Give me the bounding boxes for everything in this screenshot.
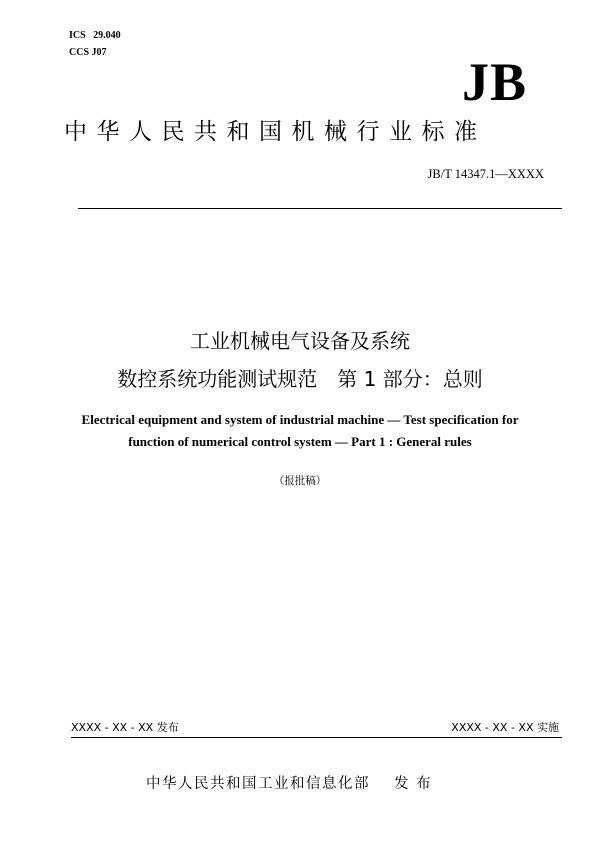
title-zh-line-2: 数控系统功能测试规范 第 1 部分：总则 <box>117 367 483 391</box>
ics-code: ICS 29.040 <box>69 30 121 41</box>
standard-number: JB/T 14347.1—XXXX <box>427 167 544 181</box>
implement-date: XXXX - XX - XX 实施 <box>451 721 559 734</box>
title-en-line-2: function of numerical control system — Part 1 : General rules <box>128 434 472 449</box>
draft-status: （报批稿） <box>273 475 327 487</box>
title-zh-line-1: 工业机械电气设备及系统 <box>190 329 410 353</box>
issuer-name: 中华人民共和国工业和信息化部 <box>146 776 370 792</box>
issuing-authority <box>146 775 432 793</box>
footer-divider <box>71 737 562 738</box>
issuer-action: 发 布 <box>394 776 433 792</box>
title-en-line-1: Electrical equipment and system of industrial machine — Test specification for <box>81 412 519 427</box>
jb-logo: JB <box>461 52 527 112</box>
header-divider <box>78 208 562 209</box>
ccs-code: CCS J07 <box>69 47 107 58</box>
publish-date: XXXX - XX - XX 发布 <box>71 721 179 734</box>
standard-category-title: 中华人民共和国机械行业标准 <box>64 119 487 145</box>
